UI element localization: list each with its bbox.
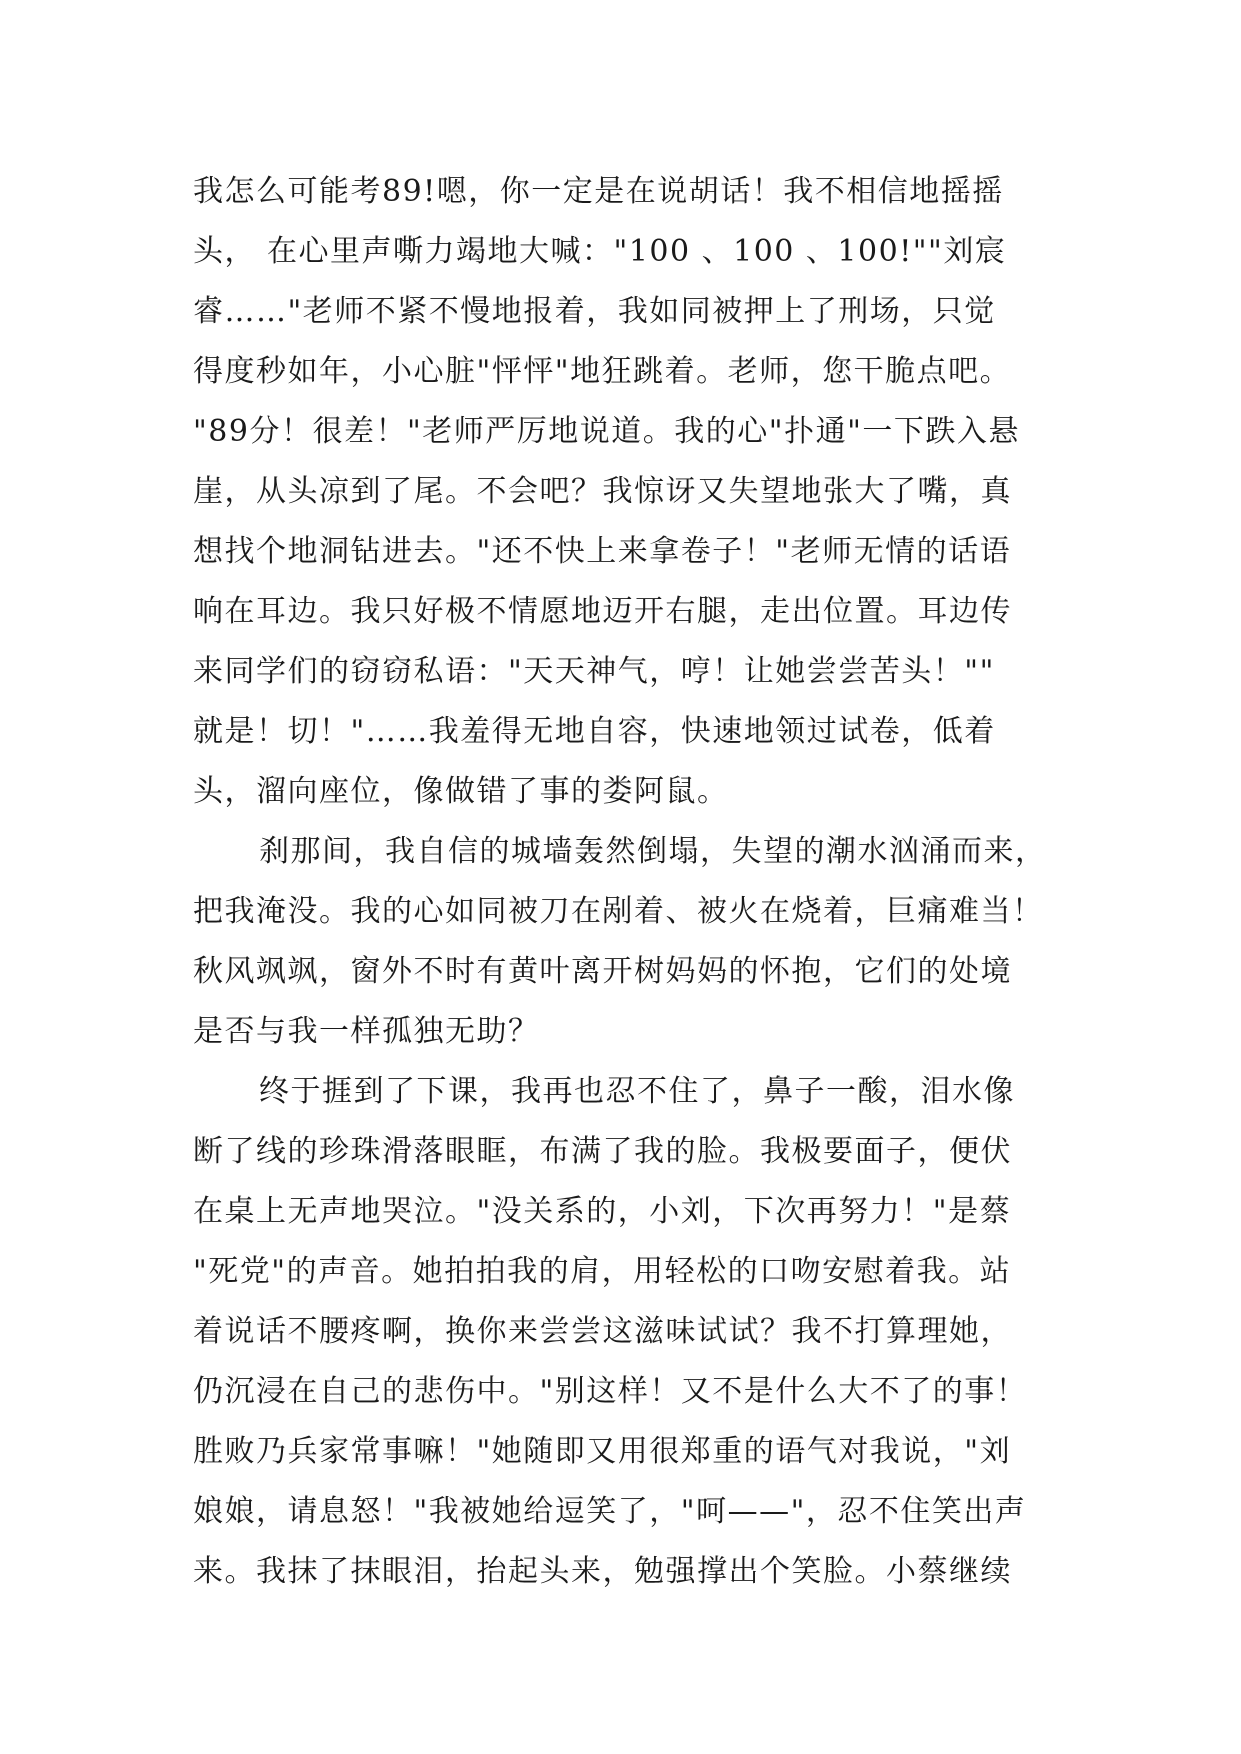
- text-line: "89分！很差！"老师严厉地说道。我的心"扑通"一下跌入悬: [193, 414, 1020, 449]
- paragraph-2: [193, 822, 1053, 1062]
- text-line: 在桌上无声地哭泣。"没关系的，小刘，下次再努力！"是蔡: [193, 1194, 1012, 1229]
- text-line: 头， 在心里声嘶力竭地大喊："100 、100 、100!""刘宸: [193, 234, 1007, 269]
- text-line: "死党"的声音。她拍拍我的肩，用轻松的口吻安慰着我。站: [193, 1254, 1012, 1289]
- text-line: 着说话不腰疼啊，换你来尝尝这滋味试试？我不打算理她，: [193, 1314, 1012, 1349]
- text-line: 秋风飒飒，窗外不时有黄叶离开树妈妈的怀抱，它们的处境: [193, 954, 1012, 989]
- text-line: 想找个地洞钻进去。"还不快上来拿卷子！"老师无情的话语: [193, 534, 1012, 569]
- text-line: 是否与我一样孤独无助？: [193, 1014, 540, 1049]
- text-line-indented: 刹那间，我自信的城墙轰然倒塌，失望的潮水汹涌而来，: [259, 834, 1047, 869]
- text-line: 娘娘，请息怒！"我被她给逗笑了，"呵——"，忍不住笑出声: [193, 1494, 1027, 1529]
- text-line: 得度秒如年，小心脏"怦怦"地狂跳着。老师，您干脆点吧。: [193, 354, 1012, 389]
- text-line: 睿……"老师不紧不慢地报着，我如同被押上了刑场，只觉: [193, 294, 996, 329]
- document-page: [193, 162, 1053, 1602]
- text-line: 仍沉浸在自己的悲伤中。"别这样！又不是什么大不了的事！: [193, 1374, 1028, 1409]
- text-line: 断了线的珍珠滑落眼眶，布满了我的脸。我极要面子，便伏: [193, 1134, 1012, 1169]
- text-line: 把我淹没。我的心如同被刀在剐着、被火在烧着，巨痛难当！: [193, 894, 1044, 929]
- text-line: 就是！切！"……我羞得无地自容，快速地领过试卷，低着: [193, 714, 996, 749]
- text-line: 崖，从头凉到了尾。不会吧？我惊讶又失望地张大了嘴，真: [193, 474, 1012, 509]
- text-line-indented: 终于捱到了下课，我再也忍不住了，鼻子一酸，泪水像: [259, 1074, 1015, 1109]
- paragraph-3: [193, 1062, 1053, 1602]
- text-line: 响在耳边。我只好极不情愿地迈开右腿，走出位置。耳边传: [193, 594, 1012, 629]
- text-line: 胜败乃兵家常事嘛！"她随即又用很郑重的语气对我说，"刘: [193, 1434, 1012, 1469]
- text-line: 来同学们的窃窃私语："天天神气，哼！让她尝尝苦头！"": [193, 654, 995, 689]
- text-line: 头，溜向座位，像做错了事的娄阿鼠。: [193, 774, 729, 809]
- text-line: 我怎么可能考89!嗯，你一定是在说胡话！我不相信地摇摇: [193, 174, 1004, 209]
- paragraph-1: [193, 162, 1053, 822]
- text-line: 来。我抹了抹眼泪，抬起头来，勉强撑出个笑脸。小蔡继续: [193, 1554, 1012, 1589]
